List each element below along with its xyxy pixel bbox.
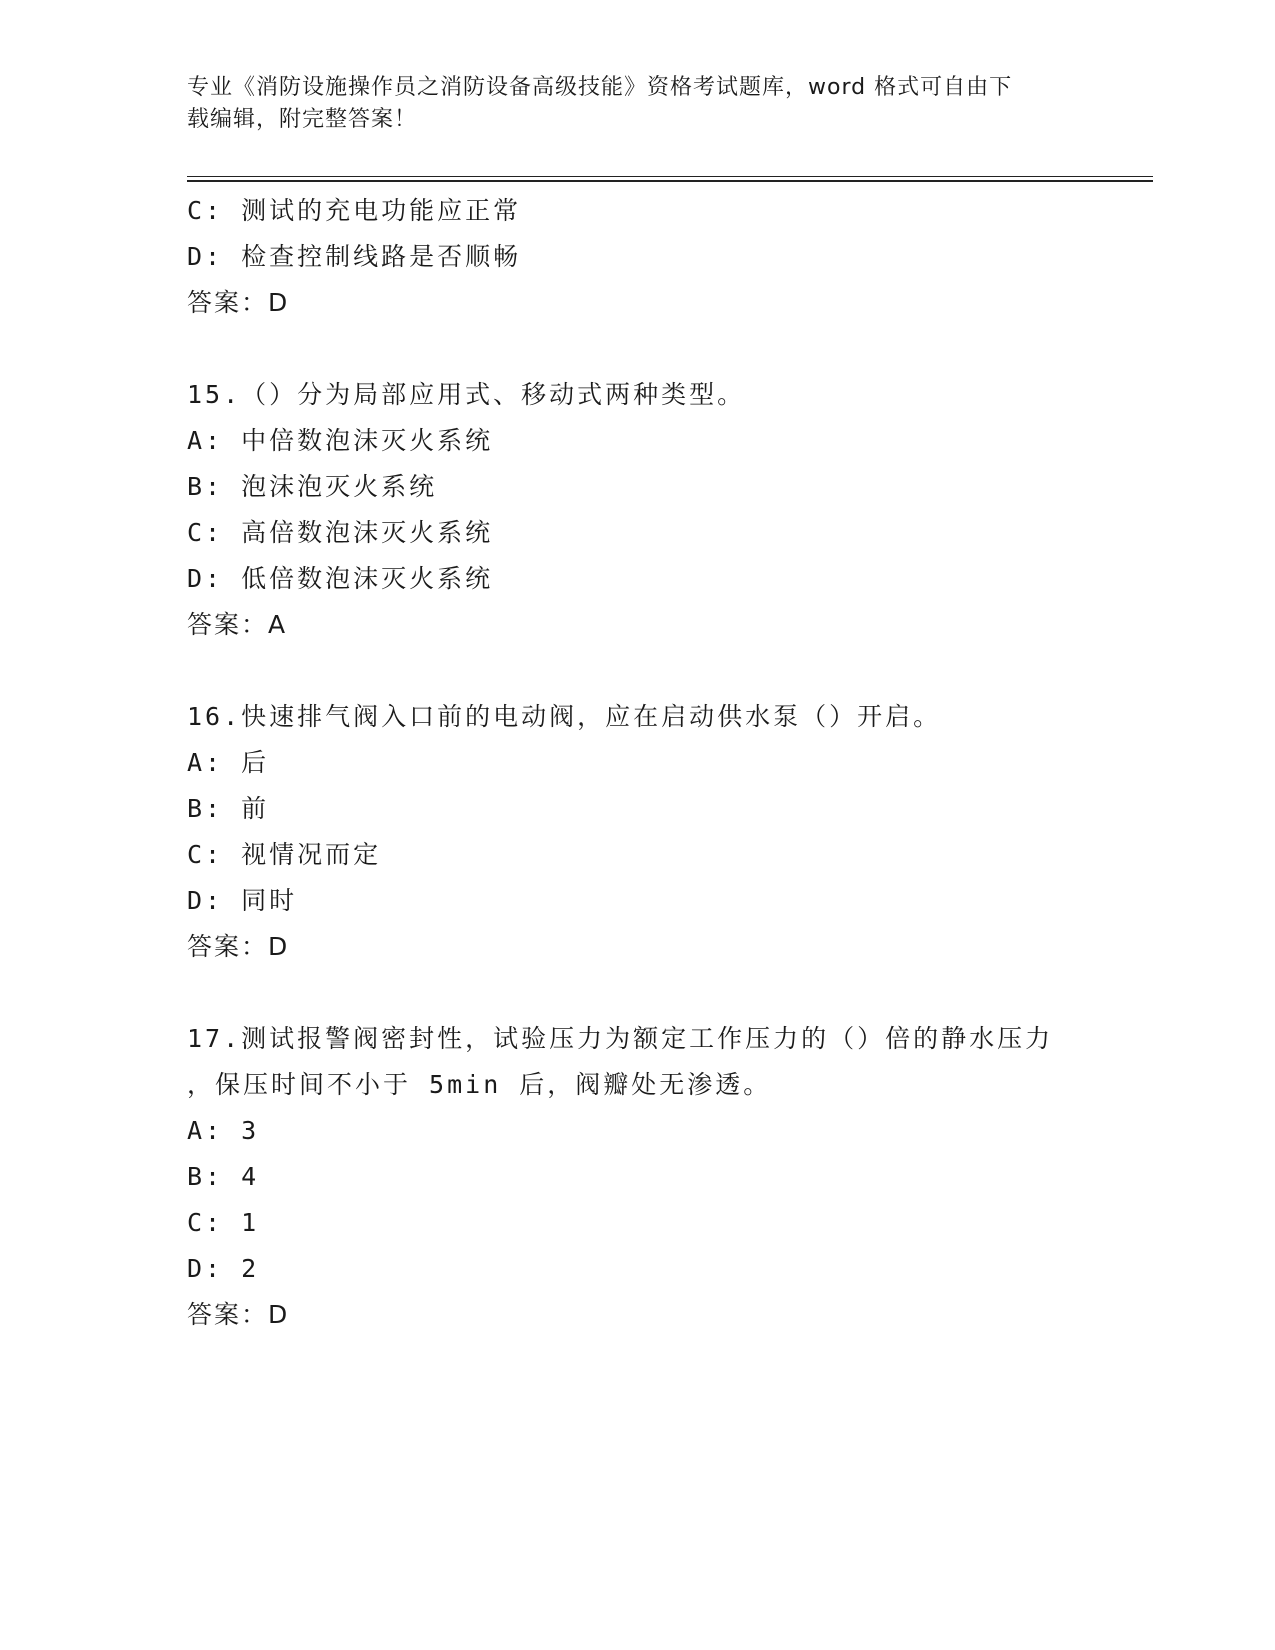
option-a: A: 中倍数泡沫灭火系统	[187, 426, 494, 455]
header-divider-thick	[187, 180, 1153, 182]
option-c: C: 视情况而定	[187, 840, 382, 869]
document-body	[187, 188, 1087, 1338]
spacer	[187, 326, 1087, 372]
option-d: D: 检查控制线路是否顺畅	[187, 242, 522, 271]
question-stem-line-1: 17.测试报警阀密封性，试验压力为额定工作压力的（）倍的静水压力	[187, 1024, 1054, 1053]
document-header	[187, 72, 1067, 136]
option-b: B: 4	[187, 1162, 260, 1191]
spacer	[187, 648, 1087, 694]
question-stem-line-2: ，保压时间不小于 5min 后，阀瓣处无渗透。	[187, 1070, 772, 1099]
answer-line: 答案：D	[187, 288, 290, 317]
option-c: C: 高倍数泡沫灭火系统	[187, 518, 494, 547]
option-b: B: 泡沫泡灭火系统	[187, 472, 438, 501]
question-stem: 15.（）分为局部应用式、移动式两种类型。	[187, 380, 746, 409]
spacer	[187, 970, 1087, 1016]
header-line-2: 载编辑，附完整答案！	[187, 107, 418, 132]
option-d: D: 同时	[187, 886, 298, 915]
option-a: A: 3	[187, 1116, 260, 1145]
answer-line: 答案：D	[187, 1300, 290, 1329]
option-a: A: 后	[187, 748, 270, 777]
question-16	[187, 694, 1087, 970]
question-fragment	[187, 188, 1087, 326]
answer-line: 答案：D	[187, 932, 290, 961]
option-d: D: 2	[187, 1254, 260, 1283]
option-b: B: 前	[187, 794, 270, 823]
answer-line: 答案：A	[187, 610, 288, 639]
option-c: C: 测试的充电功能应正常	[187, 196, 522, 225]
option-c: C: 1	[187, 1208, 260, 1237]
header-divider-thin	[187, 176, 1153, 177]
question-stem: 16.快速排气阀入口前的电动阀，应在启动供水泵（）开启。	[187, 702, 942, 731]
question-17	[187, 1016, 1087, 1338]
header-line-1: 专业《消防设施操作员之消防设备高级技能》资格考试题库，word 格式可自由下	[187, 75, 1013, 100]
question-15	[187, 372, 1087, 648]
option-d: D: 低倍数泡沫灭火系统	[187, 564, 494, 593]
